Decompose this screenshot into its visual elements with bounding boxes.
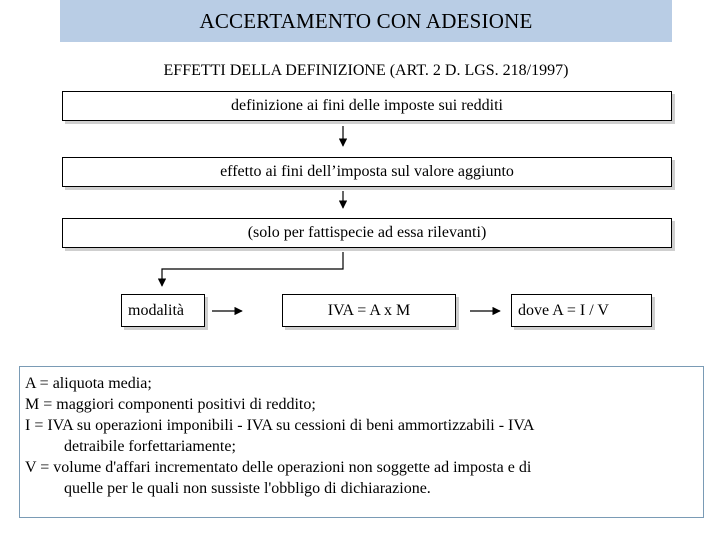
box-formula-label: IVA = A x M	[327, 301, 411, 319]
legend-line-i: I = IVA su operazioni imponibili - IVA su cessioni di beni ammortizzabili - IVA	[25, 417, 535, 434]
page-title-text: ACCERTAMENTO CON ADESIONE	[199, 8, 533, 33]
box-modalita-label: modalità	[128, 301, 184, 319]
legend-line-a: A = aliquota media;	[25, 375, 152, 392]
legend-line-v: V = volume d'affari incrementato delle operazioni non soggette ad imposta e di	[25, 459, 532, 476]
legend-line-i-cont: detraibile forfettariamente;	[64, 438, 236, 455]
box-dove-label: dove A = I / V	[518, 301, 609, 319]
section-subtitle-text: EFFETTI DELLA DEFINIZIONE (ART. 2 D. LGS. 218/1997)	[163, 62, 569, 79]
arrow-box3-to-modalita	[162, 252, 343, 286]
legend-line-v-cont: quelle per le quali non sussiste l'obbligo di dichiarazione.	[64, 480, 431, 497]
legend-box	[19, 366, 704, 518]
box-effetto-iva-label: effetto ai fini dell’imposta sul valore aggiunto	[220, 163, 514, 180]
box-fattispecie-label: (solo per fattispecie ad essa rilevanti)	[247, 224, 487, 241]
box-definizione-label: definizione ai fini delle imposte sui redditi	[231, 97, 503, 114]
legend-line-m: M = maggiori componenti positivi di reddito;	[25, 396, 316, 413]
